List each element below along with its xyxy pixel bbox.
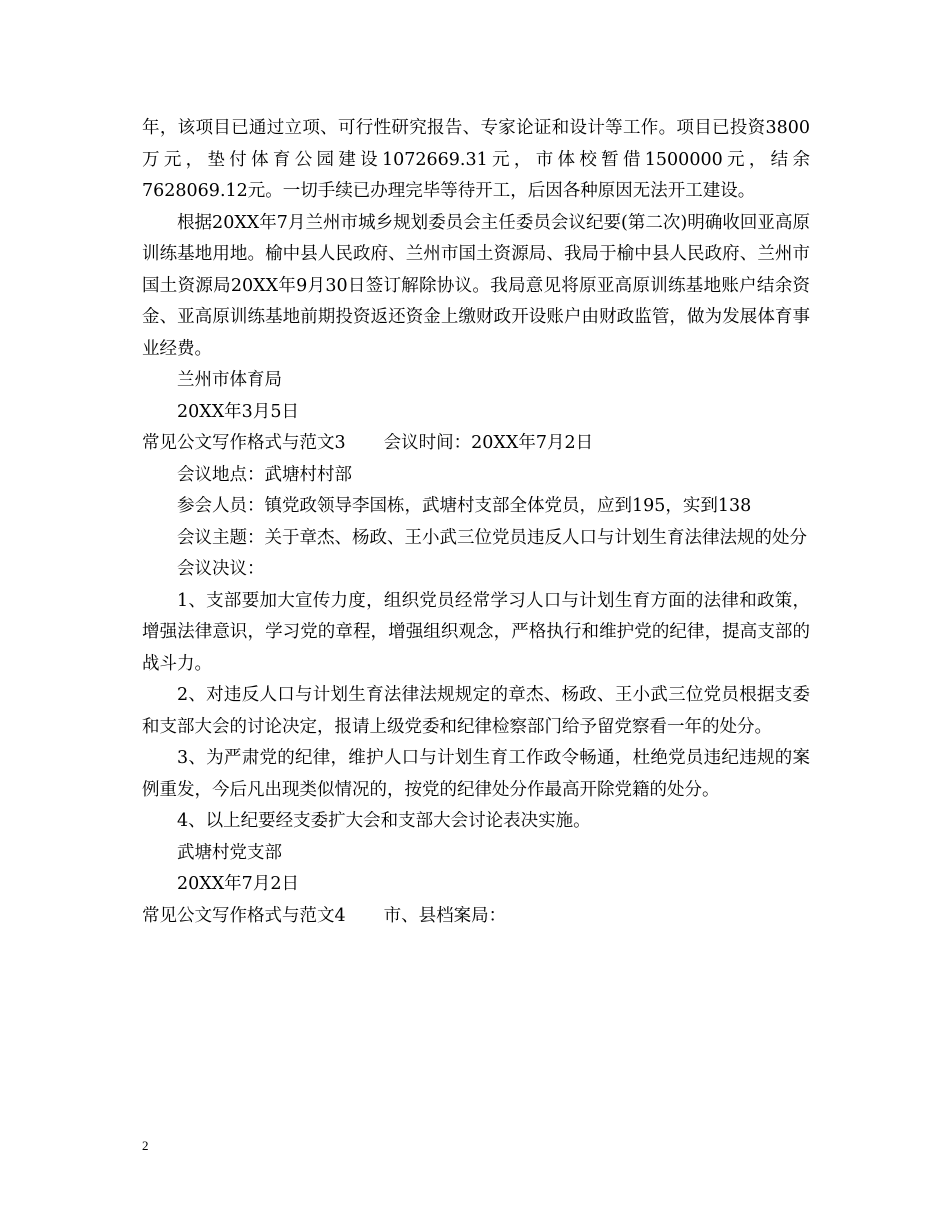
resolution-item-3: 3、为严肃党的纪律，维护人口与计划生育工作政令畅通，杜绝党员违纪违规的案例重发，今后凡出现类似情况的，按党的纪律处分作最高开除党籍的处分。 [142, 748, 810, 800]
resolution-item-1: 1、支部要加大宣传力度，组织党员经常学习人口与计划生育方面的法律和政策，增强法律意识，学习党的章程，增强组织观念，严格执行和维护党的纪律，提高支部的战斗力。 [142, 590, 810, 674]
paragraph-land-recovery: 根据20XX年7月兰州市城乡规划委员会主任委员会议纪要(第二次)明确收回亚高原训练基地用地。榆中县人民政府、兰州市国土资源局、我局于榆中县人民政府、兰州市国土资源局20XX年9月30日签订解除协议。我局意见将原亚高原训练基地账户结余资金、亚高原训练基地前期投资返还资金上缴财政开设账户由财政监管，做为发展体育事业经费。 [142, 212, 810, 359]
meeting-attendees: 参会人员：镇党政领导李国栋，武塘村支部全体党员，应到195，实到138 [177, 496, 752, 516]
resolution-item-4: 4、以上纪要经支委扩大会和支部大会讨论表决实施。 [177, 811, 591, 831]
section-heading-3 [142, 428, 810, 460]
paragraph-project-summary: 年，该项目已通过立项、可行性研究报告、专家论证和设计等工作。项目已投资3800万元，垫付体育公园建设1072669.31元，市体校暂借1500000元，结余7628069.12元。一切手续已办理完毕等待开工，后因各种原因无法开工建设。 [142, 118, 810, 201]
signature-date-2: 20XX年7月2日 [177, 874, 299, 894]
meeting-topic: 会议主题：关于章杰、杨政、王小武三位党员违反人口与计划生育法律法规的处分 [177, 527, 807, 548]
signature-org: 兰州市体育局 [177, 370, 282, 390]
meeting-time: 会议时间：20XX年7月2日 [383, 433, 594, 453]
section-title-4: 常见公文写作格式与范文4 [142, 905, 346, 926]
resolution-item-2: 2、对违反人口与计划生育法律法规规定的章杰、杨政、王小武三位党员根据支委和支部大会的讨论决定，报请上级党委和纪律检察部门给予留党察看一年的处分。 [142, 685, 810, 737]
section-heading-4 [142, 901, 810, 933]
addressee: 市、县档案局： [383, 905, 507, 926]
meeting-location: 会议地点：武塘村村部 [177, 464, 352, 485]
section-title-3: 常见公文写作格式与范文3 [142, 433, 346, 453]
page-number: 2 [142, 1138, 149, 1153]
meeting-resolution-label: 会议决议： [177, 559, 265, 579]
signature-date: 20XX年3月5日 [177, 401, 299, 422]
document-body [142, 113, 810, 932]
signature-org-2: 武塘村党支部 [177, 842, 282, 863]
